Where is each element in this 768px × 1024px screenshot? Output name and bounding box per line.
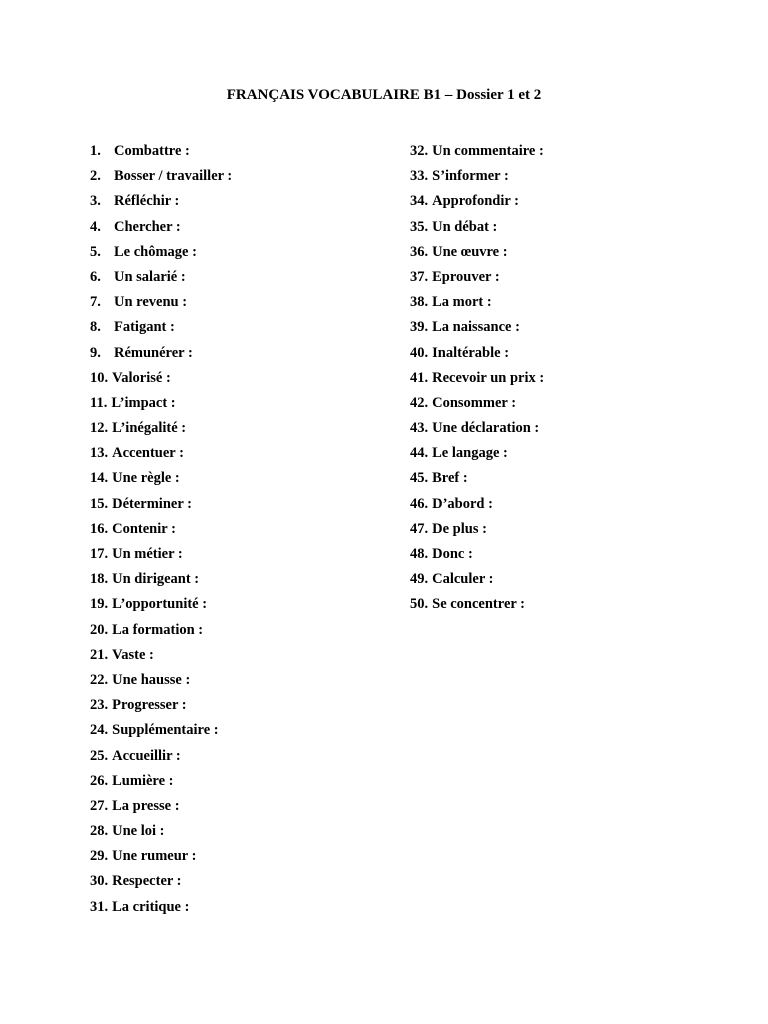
vocab-item: [90, 896, 390, 921]
vocab-item: [90, 795, 390, 820]
item-number: 40.: [410, 344, 429, 361]
item-term: Le langage :: [432, 445, 508, 462]
item-term: Accueillir :: [112, 747, 181, 764]
page-title: FRANÇAIS VOCABULAIRE B1 – Dossier 1 et 2: [226, 87, 542, 103]
item-number: 14.: [90, 470, 109, 487]
vocab-item: [410, 442, 740, 467]
vocab-item: [90, 820, 390, 845]
vocab-item: [410, 392, 740, 417]
item-number: 47.: [410, 520, 429, 537]
item-number: 35.: [410, 218, 429, 235]
vocab-item: [410, 190, 740, 215]
item-term: Une règle :: [112, 470, 180, 487]
item-term: Un débat :: [432, 218, 498, 235]
item-term: Vaste :: [112, 646, 154, 663]
item-number: 1.: [90, 143, 101, 159]
item-number: 20.: [90, 621, 109, 638]
vocab-item: [90, 593, 390, 618]
vocab-item: [410, 593, 740, 618]
item-term: Supplémentaire :: [112, 722, 219, 739]
item-term: Consommer :: [432, 394, 517, 411]
item-term: D’abord :: [432, 495, 493, 512]
item-term: Le chômage :: [114, 243, 197, 260]
item-term: Fatigant :: [114, 319, 175, 336]
item-number: 18.: [90, 571, 109, 588]
item-term: Un dirigeant :: [112, 571, 200, 588]
item-number: 34.: [410, 193, 429, 210]
item-term: Un commentaire :: [432, 143, 544, 159]
vocab-item: [410, 291, 740, 316]
vocab-item: [90, 467, 390, 492]
item-number: 5.: [90, 243, 101, 260]
vocab-item: [90, 770, 390, 795]
item-number: 43.: [410, 420, 429, 437]
item-number: 3.: [90, 193, 101, 210]
vocab-item: [90, 442, 390, 467]
vocab-item: [410, 140, 740, 165]
vocab-item: [90, 719, 390, 744]
vocab-item: [410, 165, 740, 190]
vocab-item: [90, 140, 390, 165]
item-number: 24.: [90, 722, 109, 739]
vocab-item: [90, 216, 390, 241]
item-term: Eprouver :: [432, 268, 500, 285]
item-number: 46.: [410, 495, 429, 512]
vocab-item: [90, 367, 390, 392]
item-term: L’opportunité :: [112, 596, 208, 613]
item-term: La formation :: [112, 621, 204, 638]
item-term: Calculer :: [432, 571, 494, 588]
item-number: 49.: [410, 571, 429, 588]
item-number: 11.: [90, 394, 108, 411]
item-term: Une loi :: [112, 823, 165, 840]
item-term: Se concentrer :: [432, 596, 526, 613]
vocab-item: [90, 190, 390, 215]
item-number: 21.: [90, 646, 109, 663]
vocab-item: [90, 845, 390, 870]
item-term: Un salarié :: [114, 268, 186, 285]
item-number: 7.: [90, 294, 101, 311]
vocab-item: [410, 241, 740, 266]
item-term: S’informer :: [432, 168, 509, 185]
vocab-item: [90, 493, 390, 518]
item-number: 37.: [410, 268, 429, 285]
vocab-item: [90, 291, 390, 316]
item-term: Accentuer :: [112, 445, 184, 462]
vocab-item: [410, 493, 740, 518]
item-number: 15.: [90, 495, 109, 512]
vocab-item: [90, 165, 390, 190]
item-number: 31.: [90, 898, 109, 915]
vocab-item: [90, 392, 390, 417]
item-number: 2.: [90, 168, 101, 185]
item-term: Respecter :: [112, 873, 182, 890]
item-number: 9.: [90, 344, 101, 361]
item-number: 45.: [410, 470, 429, 487]
item-term: La presse :: [112, 797, 180, 814]
item-term: Combattre :: [114, 143, 190, 159]
vocab-item: [90, 266, 390, 291]
item-term: Bosser / travailler :: [114, 168, 233, 185]
item-number: 28.: [90, 823, 109, 840]
item-term: Donc :: [432, 546, 473, 562]
item-term: Réfléchir :: [114, 193, 180, 210]
item-number: 39.: [410, 319, 429, 336]
item-number: 50.: [410, 596, 429, 613]
item-number: 44.: [410, 445, 429, 462]
item-number: 6.: [90, 268, 101, 285]
item-term: Approfondir :: [432, 193, 520, 210]
vocab-item: [90, 241, 390, 266]
vocab-item: [90, 543, 390, 568]
item-number: 16.: [90, 520, 109, 537]
vocab-item: [90, 694, 390, 719]
item-number: 12.: [90, 420, 109, 437]
item-number: 38.: [410, 294, 429, 311]
vocab-item: [410, 518, 740, 543]
vocab-item: [90, 870, 390, 895]
item-number: 19.: [90, 596, 109, 613]
vocab-item: [90, 342, 390, 367]
item-number: 41.: [410, 369, 429, 386]
vocab-item: [410, 417, 740, 442]
item-number: 22.: [90, 671, 109, 688]
item-number: 4.: [90, 218, 101, 235]
item-number: 13.: [90, 445, 109, 462]
vocab-list-right: [410, 140, 740, 619]
item-number: 30.: [90, 873, 109, 890]
item-number: 48.: [410, 546, 429, 562]
item-term: Une rumeur :: [112, 848, 197, 865]
vocab-item: [410, 543, 740, 568]
vocab-item: [90, 669, 390, 694]
vocab-item: [410, 342, 740, 367]
item-term: Inaltérable :: [432, 344, 510, 361]
item-term: L’inégalité :: [112, 420, 187, 437]
item-term: La mort :: [432, 294, 492, 311]
vocab-item: [90, 316, 390, 341]
item-number: 10.: [90, 369, 109, 386]
vocab-item: [90, 745, 390, 770]
vocab-item: [410, 216, 740, 241]
vocab-item: [410, 568, 740, 593]
item-number: 33.: [410, 168, 429, 185]
vocab-item: [410, 467, 740, 492]
item-number: 36.: [410, 243, 429, 260]
vocab-item: [90, 518, 390, 543]
item-term: Contenir :: [112, 520, 176, 537]
vocab-list-left: [90, 140, 390, 921]
item-number: 32.: [410, 143, 429, 159]
vocab-item: [90, 417, 390, 442]
item-term: Chercher :: [114, 218, 181, 235]
item-number: 25.: [90, 747, 109, 764]
vocab-item: [90, 568, 390, 593]
vocab-item: [90, 644, 390, 669]
item-term: Rémunérer :: [114, 344, 193, 361]
item-term: L’impact :: [111, 394, 176, 411]
item-term: Progresser :: [112, 697, 187, 714]
item-number: 17.: [90, 546, 109, 562]
item-number: 23.: [90, 697, 109, 714]
item-number: 26.: [90, 772, 109, 789]
item-number: 42.: [410, 394, 429, 411]
item-term: Un revenu :: [114, 294, 188, 311]
item-term: Recevoir un prix :: [432, 369, 545, 386]
vocab-item: [90, 619, 390, 644]
vocab-item: [410, 367, 740, 392]
item-term: Valorisé :: [112, 369, 171, 386]
item-number: 27.: [90, 797, 109, 814]
item-term: Une œuvre :: [432, 243, 508, 260]
item-number: 8.: [90, 319, 101, 336]
item-term: Lumière :: [112, 772, 174, 789]
item-term: Bref :: [432, 470, 468, 487]
item-term: De plus :: [432, 520, 487, 537]
item-number: 29.: [90, 848, 109, 865]
item-term: La naissance :: [432, 319, 520, 336]
vocab-item: [410, 316, 740, 341]
vocab-item: [410, 266, 740, 291]
item-term: La critique :: [112, 898, 190, 915]
item-term: Déterminer :: [112, 495, 192, 512]
item-term: Une hausse :: [112, 671, 191, 688]
item-term: Un métier :: [112, 546, 183, 562]
item-term: Une déclaration :: [432, 420, 540, 437]
